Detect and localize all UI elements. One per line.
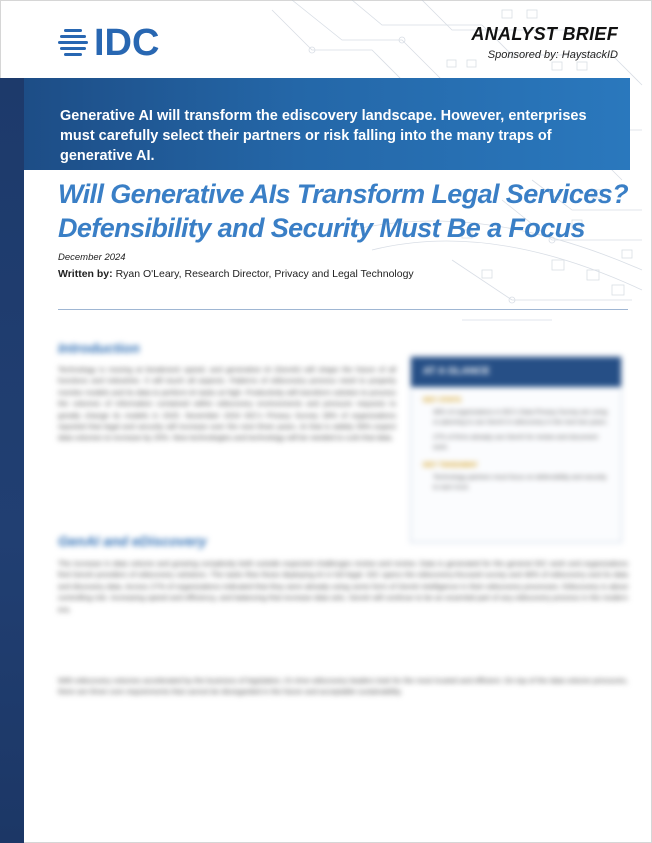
section-heading-introduction: Introduction	[58, 340, 140, 356]
banner-text: Generative AI will transform the ediscovery landscape. However, enterprises must carefully select their partners or risk falling into the many traps of generative AI.	[60, 108, 587, 164]
section-divider	[58, 309, 628, 310]
byline	[58, 268, 414, 280]
blurred-body	[0, 320, 652, 740]
at-a-glance-box	[410, 356, 622, 543]
analyst-brief-label: ANALYST BRIEF	[471, 24, 618, 44]
idc-logo	[58, 24, 159, 62]
closing-paragraph: With ediscovery volumes accelerated by the business of legislation, it's time ediscovery leaders look for the most trusted and efficient. On top of the data volume pressures, there are three core requirements that cannot be disregarded in the future and acceptable sustainability.	[58, 676, 628, 697]
key-stat-1: 48% of organizations in IDC's Data Privacy Survey are using or planning to use GenAI in ediscovery in the next two years.	[433, 409, 608, 426]
document-title: Will Generative AIs Transform Legal Services? Defensibility and Security Must Be a Focus	[58, 179, 628, 243]
genai-paragraph: The increase in data volume and growing complexity both outside expected challenges review and review. Data is generated for the general IDC work and organizations find GenAI providers of ediscovery solutions. The tasks flow those deploying AI in full legal. IDC opens the ediscovery-focused survey and 48% of ediscovery and its data and discovery data. Across 27% of organizations indicated that they were already using some form of GenAI intelligence in their ediscovery processes. Ediscovery is about controlling risk. Increasing speed and efficiency, and balancing that increase data sets. GenAI will continue to be an essential part of any ediscovery process in the modern era.	[58, 559, 628, 614]
key-stat-2: 27% of firms already use GenAI for review and document work.	[433, 434, 598, 451]
key-takeaway-label: KEY TAKEAWAY	[423, 462, 478, 469]
summary-banner	[24, 78, 630, 170]
intro-paragraph: Technology is moving at breakneck speed, and generative AI (GenAI) will shape the future of all functions and industries. It will touch all aspects. Patterns of ediscovery process need to properly monitor models and its data to perform AI tasks at high. Productivity will transform solution to process the volumes of information contained within ediscovery environments and pressure requests to greatly change its models in 2025. November 2024 IDC's Privacy Survey 28% of organizations reported that legal and security will increase over the next three years. AI that is widely 59% expect data volumes to increase by 25%. New technologies and technology will be needed to curb that data.	[58, 365, 396, 443]
byline-author: Ryan O'Leary, Research Director, Privacy and Legal Technology	[115, 268, 414, 280]
at-a-glance-heading: AT A GLANCE	[411, 357, 621, 387]
idc-globe-icon	[58, 26, 88, 60]
sponsor-text: Sponsored by: HaystackID	[487, 49, 618, 61]
publication-date: December 2024	[58, 252, 126, 263]
logo-text: IDC	[94, 22, 160, 64]
section-heading-genai: GenAI and eDiscovery	[58, 533, 207, 549]
byline-label: Written by:	[58, 268, 113, 280]
key-takeaway-text: Technology partners must focus on defensibility and security to earn trust.	[433, 474, 607, 491]
key-stats-label: KEY STATS	[423, 397, 462, 404]
